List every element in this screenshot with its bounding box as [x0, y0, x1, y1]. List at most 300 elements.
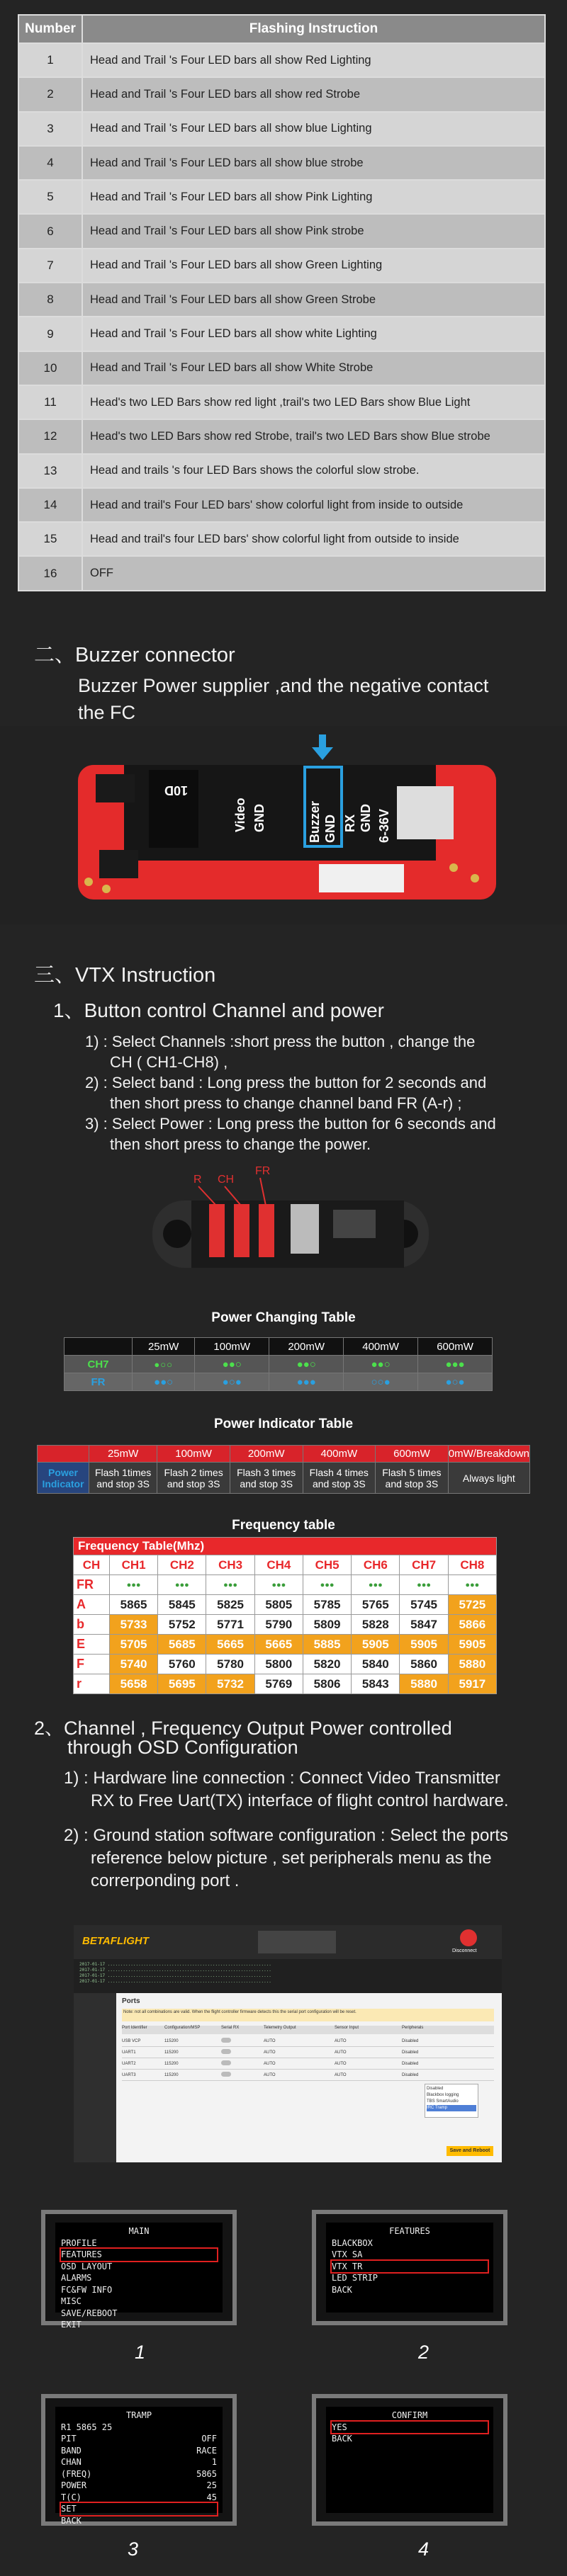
freq-row	[74, 1635, 497, 1655]
flash-row-instruction: Head and Trail 's Four LED bars all show red Strobe	[82, 77, 545, 111]
osd-menu-title: TRAMP	[125, 2410, 152, 2420]
bf-serialrx-toggle[interactable]	[221, 2060, 264, 2067]
flash-row-number: 12	[18, 419, 82, 453]
freq-value: 5843	[352, 1674, 400, 1694]
freq-row	[74, 1655, 497, 1674]
osd-menu-title: MAIN	[128, 2226, 150, 2236]
bf-peripheral-select[interactable]: Disabled	[402, 2072, 419, 2077]
flash-row-instruction: Head and Trail 's Four LED bars all show blue Lighting	[82, 112, 545, 146]
freq-row	[74, 1615, 497, 1635]
vtx-board-image	[138, 1162, 443, 1289]
freq-value: 5885	[303, 1635, 351, 1655]
bf-msp-speed[interactable]: 115200	[164, 2072, 179, 2077]
flash-row-number: 5	[18, 180, 82, 214]
flash-row	[18, 556, 545, 590]
buzzer-board-image	[0, 726, 567, 924]
buzzer-line1: Buzzer Power supplier ,and the negative contact	[78, 675, 489, 696]
power-indicator-table	[37, 1445, 530, 1494]
bf-telemetry-select[interactable]: AUTO	[264, 2050, 276, 2055]
pi-col-400: 400mW	[303, 1446, 376, 1463]
freq-value: 5769	[254, 1674, 303, 1694]
freq-value: 5685	[158, 1635, 206, 1655]
osd-step2c: correrponding port .	[91, 1871, 240, 1890]
osd-screen-tramp	[41, 2394, 237, 2526]
flash-row-number: 6	[18, 214, 82, 248]
power-changing-title: Power Changing Table	[211, 1310, 356, 1325]
bf-port-row	[122, 2047, 494, 2058]
vtx-step1b: CH ( CH1-CH8) ,	[110, 1053, 228, 1071]
pc-ch7-200: ●●○	[269, 1356, 344, 1373]
freq-value: 5765	[352, 1595, 400, 1615]
flash-row-instruction: Head and Trail 's Four LED bars all show Pink Lighting	[82, 180, 545, 214]
board-label-video: Video	[233, 798, 247, 832]
freq-value: 5905	[352, 1635, 400, 1655]
osd-menu-item-label: (FREQ)	[61, 2468, 92, 2479]
pi-cell-400: Flash 4 times and stop 3S	[303, 1463, 376, 1494]
vtx-sub1: 1、Button control Channel and power	[53, 999, 384, 1021]
freq-channel-header: CH	[74, 1555, 110, 1575]
flash-row-instruction: Head and Trail 's Four LED bars all show Green Lighting	[82, 249, 545, 283]
buzzer-line2: the FC	[78, 702, 136, 723]
freq-band-label: A	[74, 1595, 110, 1615]
betaflight-screenshot: BETAFLIGHT Disconnect 2017-01-17 ................................................................ 2017-01-17 ................................................................ 2017-01-17 ................................................................ 2017-01-17 ................................................................ Ports Note: not all combinations are valid. When the flight controller firmware detects this the serial port configuration will be reset. Port Identifier Configuration/MSP Serial RX Telemetry Output Sensor Input Peripherals USB VCP 115200 AUTO AUTO Disabled UART1 115200 AUTO AUTO Disabled UART2 115200 AUTO AUTO Disabled UART3 115200 AUTO AUTO Disabled Disabled Blackbox logging TBS SmartAudio IRC Tramp Save and Reboot	[74, 1925, 502, 2162]
bf-peripheral-select[interactable]: Disabled	[402, 2050, 419, 2055]
bf-col-telemetry: Telemetry Output	[264, 2026, 296, 2030]
flash-row-number: 1	[18, 43, 82, 77]
osd-menu-item-label: SAVE/REBOOT	[61, 2308, 118, 2318]
flash-row	[18, 180, 545, 214]
osd-menu-item-label: MISC	[61, 2296, 82, 2306]
bf-note: Note: not all combinations are valid. When the flight controller firmware detects this the serial port configuration will be reset.	[122, 2009, 494, 2021]
freq-band-label: b	[74, 1615, 110, 1635]
frequency-title: Frequency table	[232, 1518, 335, 1533]
photo-label-fr: FR	[255, 1165, 271, 1177]
osd-menu-item[interactable]	[61, 2433, 217, 2445]
osd-menu-item-value: 45	[206, 2492, 217, 2502]
flash-row-instruction: Head and Trail 's Four LED bars all show white Lighting	[82, 317, 545, 351]
photo-label-r: R	[193, 1174, 202, 1186]
osd-step2: 2) : Ground station software configuration : Select the ports	[64, 1826, 508, 1845]
freq-value: 5740	[109, 1655, 157, 1674]
flash-row	[18, 317, 545, 351]
disconnect-icon[interactable]	[460, 1929, 477, 1946]
freq-value: 5780	[206, 1655, 254, 1674]
freq-value: 5917	[448, 1674, 496, 1694]
osd-menu-item-label: LED STRIP	[332, 2273, 378, 2283]
flash-row	[18, 385, 545, 419]
freq-value: 5865	[109, 1595, 157, 1615]
freq-value: 5805	[254, 1595, 303, 1615]
osd-menu-title: FEATURES	[389, 2226, 430, 2236]
flash-row-instruction: Head and trails 's four LED Bars shows the colorful slow strobe.	[82, 454, 545, 488]
osd-menu-item[interactable]	[61, 2492, 217, 2504]
bf-port-row	[122, 2070, 494, 2081]
freq-value: 5665	[206, 1635, 254, 1655]
flashing-table	[18, 14, 546, 591]
flash-row-instruction: Head and trail's Four LED bars' show colorful light from inside to outside	[82, 488, 545, 522]
bf-dd-blackbox[interactable]: Blackbox logging	[427, 2093, 459, 2097]
osd-menu-item[interactable]	[61, 2480, 217, 2492]
osd-screen-main	[41, 2210, 237, 2330]
osd-screen-confirm	[312, 2394, 507, 2526]
bf-telemetry-select[interactable]: AUTO	[264, 2061, 276, 2066]
freq-row	[74, 1674, 497, 1694]
freq-channel-header: CH2	[158, 1555, 206, 1575]
flash-row-instruction: Head and Trail 's Four LED bars all show White Strobe	[82, 351, 545, 385]
freq-value: 5745	[400, 1595, 448, 1615]
pc-ch7-400: ●●○	[344, 1356, 418, 1373]
osd-sub-line2: through OSD Configuration	[67, 1737, 298, 1758]
osd-menu-item-label: CHAN	[61, 2457, 82, 2467]
osd-menu-item[interactable]	[61, 2445, 217, 2457]
osd-menu-item-label: BACK	[61, 2515, 82, 2526]
osd-menu-item-label: POWER	[61, 2480, 87, 2490]
vtx-step1: 1) : Select Channels :short press the button , change the	[85, 1033, 476, 1050]
freq-band-label: E	[74, 1635, 110, 1655]
osd-menu-item[interactable]	[61, 2296, 217, 2308]
freq-value: 5800	[254, 1655, 303, 1674]
osd-menu-item[interactable]	[61, 2468, 217, 2480]
osd-menu-item-label: BACK	[332, 2284, 352, 2295]
bf-disconnect[interactable]: Disconnect	[452, 1948, 477, 1953]
flash-row-instruction: Head's two LED Bars show red light ,trail's two LED Bars show Blue Light	[82, 385, 545, 419]
pi-col-600: 600mW	[376, 1446, 449, 1463]
board-label-buzzer: Buzzer	[308, 800, 322, 843]
osd-menu-item[interactable]	[61, 2515, 217, 2527]
freq-channel-header: CH6	[352, 1555, 400, 1575]
freq-value: 5705	[109, 1635, 157, 1655]
flash-row-instruction: Head and Trail 's Four LED bars all show Pink strobe	[82, 214, 545, 248]
board-label-volt: 6-36V	[377, 808, 391, 843]
bf-sidebar	[74, 1993, 116, 2162]
flash-row	[18, 454, 545, 488]
bf-sensor-select[interactable]: AUTO	[335, 2061, 347, 2066]
pi-col-100: 100mW	[157, 1446, 230, 1463]
osd-tramp-status: R1 5865 25	[61, 2422, 113, 2432]
flash-row-number: 8	[18, 283, 82, 317]
vtx-heading: 三、VTX Instruction	[34, 964, 216, 987]
flash-row	[18, 522, 545, 556]
freq-value: 5905	[400, 1635, 448, 1655]
osd-sub-line1: 2、Channel , Frequency Output Power controlled	[34, 1718, 452, 1739]
power-indicator-title: Power Indicator Table	[213, 1417, 354, 1431]
osd-menu-item-label: OSD LAYOUT	[61, 2261, 113, 2271]
osd-menu-item[interactable]	[61, 2503, 217, 2515]
freq-value: 5880	[400, 1674, 448, 1694]
osd-menu-item-label: FEATURES	[61, 2249, 102, 2259]
bf-dd-smartaudio[interactable]: TBS SmartAudio	[427, 2099, 459, 2104]
osd-step2b: reference below picture , set peripherals menu as the	[91, 1849, 492, 1868]
freq-band-label: r	[74, 1674, 110, 1694]
freq-channel-header: CH5	[303, 1555, 351, 1575]
flash-row-instruction: Head and trail's four LED bars' show colorful light from outside to inside	[82, 522, 545, 556]
osd-menu-item-label: VTX SA	[332, 2249, 363, 2259]
flash-row	[18, 77, 545, 111]
freq-value: 5809	[303, 1615, 351, 1635]
photo-label-ch: CH	[218, 1174, 235, 1186]
vtx-step2b: then short press to change channel band FR (A-r) ;	[110, 1094, 462, 1112]
osd-menu-item-label: YES	[332, 2422, 347, 2432]
osd-menu-item[interactable]	[332, 2422, 488, 2434]
bf-telemetry-select[interactable]: AUTO	[264, 2072, 276, 2077]
osd-menu-item[interactable]	[61, 2261, 217, 2273]
flash-row	[18, 351, 545, 385]
freq-value: 5695	[158, 1674, 206, 1694]
freq-band-label: F	[74, 1655, 110, 1674]
flash-row-instruction: Head and Trail 's Four LED bars all show Red Lighting	[82, 43, 545, 77]
bf-port-row	[122, 2058, 494, 2070]
freq-channel-header: CH3	[206, 1555, 254, 1575]
freq-value: 5658	[109, 1674, 157, 1694]
bf-logo: BETAFLIGHT	[82, 1935, 149, 1947]
board-label-rx: RX	[343, 814, 357, 832]
freq-channel-header: CH7	[400, 1555, 448, 1575]
osd-menu-item-value: RACE	[196, 2445, 217, 2456]
pc-fr-200: ●●●	[269, 1373, 344, 1391]
frequency-table	[73, 1537, 497, 1694]
freq-led-dots: ●●●	[109, 1575, 157, 1595]
bf-dd-disabled[interactable]: Disabled	[427, 2087, 444, 2091]
osd-menu-item-value: 1	[211, 2457, 217, 2467]
pc-col-100: 100mW	[195, 1338, 269, 1356]
pi-cell-0: Always light	[448, 1463, 529, 1494]
pi-cell-100: Flash 2 times and stop 3S	[157, 1463, 230, 1494]
freq-value: 5806	[303, 1674, 351, 1694]
freq-value: 5725	[448, 1595, 496, 1615]
bf-tab-title: Ports	[122, 1997, 140, 2005]
osd-menu-item[interactable]	[61, 2237, 217, 2249]
bf-port-id: UART3	[122, 2072, 136, 2077]
power-changing-table	[64, 1337, 493, 1391]
osd-screen-2-number: 2	[418, 2342, 430, 2363]
bf-col-port: Port Identifier	[122, 2026, 147, 2030]
bf-sensor-select[interactable]: AUTO	[335, 2038, 347, 2043]
flash-row	[18, 283, 545, 317]
pc-ch7-25: ●○○	[133, 1356, 195, 1373]
flash-row	[18, 146, 545, 180]
pc-row-fr: FR	[64, 1373, 133, 1391]
freq-value: 5733	[109, 1615, 157, 1635]
flash-row	[18, 112, 545, 146]
osd-menu-item-label: PROFILE	[61, 2237, 97, 2248]
vtx-step3b: then short press to change the power.	[110, 1135, 371, 1153]
osd-menu-item-label: BAND	[61, 2445, 82, 2456]
osd-screen-4-number: 4	[418, 2538, 430, 2560]
freq-led-dots: ●●●	[352, 1575, 400, 1595]
pc-fr-400: ○○●	[344, 1373, 418, 1391]
bf-port-row	[122, 2036, 494, 2047]
bf-telemetry-select[interactable]: AUTO	[264, 2038, 276, 2043]
flash-row-number: 13	[18, 454, 82, 488]
bf-save-reboot-button[interactable]: Save and Reboot	[447, 2146, 493, 2156]
freq-channel-header: CH4	[254, 1555, 303, 1575]
freq-fr-label: FR	[74, 1575, 110, 1595]
pc-ch7-600: ●●●	[418, 1356, 493, 1373]
osd-menu-item-label: SET	[61, 2504, 77, 2514]
osd-menu-item[interactable]	[61, 2308, 217, 2320]
flash-row	[18, 488, 545, 522]
pi-col-0: 0mW/Breakdown	[448, 1446, 529, 1463]
freq-led-dots: ●●●	[158, 1575, 206, 1595]
freq-value: 5825	[206, 1595, 254, 1615]
freq-value: 5840	[352, 1655, 400, 1674]
bf-col-serialrx: Serial RX	[221, 2026, 240, 2030]
pi-row-label: Power Indicator	[38, 1463, 89, 1494]
flash-row-number: 9	[18, 317, 82, 351]
bf-col-peripherals: Peripherals	[402, 2026, 424, 2030]
pc-ch7-100: ●●○	[195, 1356, 269, 1373]
freq-value: 5785	[303, 1595, 351, 1615]
board-label-gnd2: GND	[323, 815, 337, 843]
osd-menu-item-label: T(C)	[61, 2492, 82, 2502]
flash-row-number: 14	[18, 488, 82, 522]
osd-menu-item-value: 25	[206, 2480, 217, 2490]
freq-row	[74, 1595, 497, 1615]
osd-menu-item-label: BACK	[332, 2434, 352, 2444]
flash-row-number: 15	[18, 522, 82, 556]
osd-menu-item[interactable]	[332, 2261, 488, 2273]
buzzer-heading: 二、Buzzer connector	[34, 644, 235, 666]
freq-value: 5732	[206, 1674, 254, 1694]
flash-row-instruction: Head's two LED Bars show red Strobe, trail's two LED Bars show Blue strobe	[82, 419, 545, 453]
freq-led-dots: ●●●	[254, 1575, 303, 1595]
board-label-gnd: GND	[252, 804, 266, 832]
osd-menu-item[interactable]	[332, 2249, 488, 2261]
osd-menu-item-label: FC&FW INFO	[61, 2284, 113, 2295]
osd-menu-item-value: 5865	[196, 2468, 217, 2479]
freq-led-dots: ●●●	[303, 1575, 351, 1595]
osd-menu-item[interactable]	[61, 2249, 217, 2261]
freq-led-dots: ●●●	[448, 1575, 496, 1595]
osd-menu-item[interactable]	[61, 2319, 217, 2331]
vtx-step3: 3) : Select Power : Long press the button for 6 seconds and	[85, 1115, 496, 1133]
freq-header: Frequency Table(Mhz)	[74, 1538, 497, 1555]
bf-msp-speed[interactable]: 115200	[164, 2038, 179, 2043]
freq-value: 5752	[158, 1615, 206, 1635]
flash-row-number: 11	[18, 385, 82, 419]
header-instruction: Flashing Instruction	[82, 15, 545, 43]
board-label-mark: 10D	[164, 783, 188, 798]
osd-screen-3-number: 3	[128, 2538, 139, 2560]
osd-menu-item[interactable]	[332, 2433, 488, 2445]
bf-header	[74, 1925, 502, 1959]
bf-port-id: UART2	[122, 2061, 136, 2066]
flash-row	[18, 43, 545, 77]
bf-peripheral-dropdown[interactable]	[425, 2084, 478, 2118]
osd-step1: 1) : Hardware line connection : Connect Video Transmitter	[64, 1769, 500, 1788]
pc-col-600: 600mW	[418, 1338, 493, 1356]
freq-value: 5860	[400, 1655, 448, 1674]
bf-serialrx-toggle[interactable]	[221, 2072, 264, 2078]
osd-menu-item-label: VTX TR	[332, 2261, 363, 2271]
flash-row-number: 16	[18, 556, 82, 590]
board-label-gnd3: GND	[359, 804, 373, 832]
pc-fr-100: ●○●	[195, 1373, 269, 1391]
pi-cell-25: Flash 1times and stop 3S	[89, 1463, 157, 1494]
freq-value: 5820	[303, 1655, 351, 1674]
osd-menu-item-label: ALARMS	[61, 2273, 92, 2283]
pi-col-200: 200mW	[230, 1446, 303, 1463]
bf-sensor-select[interactable]: AUTO	[335, 2050, 347, 2055]
freq-value: 5828	[352, 1615, 400, 1635]
freq-value: 5905	[448, 1635, 496, 1655]
osd-menu-item[interactable]	[332, 2272, 488, 2284]
osd-menu-item[interactable]	[332, 2237, 488, 2249]
freq-value: 5665	[254, 1635, 303, 1655]
bf-sensor-select[interactable]: AUTO	[335, 2072, 347, 2077]
flash-row-number: 2	[18, 77, 82, 111]
osd-menu-item[interactable]	[332, 2284, 488, 2296]
pc-col-200: 200mW	[269, 1338, 344, 1356]
flash-row-instruction: OFF	[82, 556, 545, 590]
osd-menu-item-label: EXIT	[61, 2320, 82, 2330]
vtx-step2: 2) : Select band : Long press the button for 2 seconds and	[85, 1074, 487, 1091]
freq-value: 5847	[400, 1615, 448, 1635]
freq-channel-header: CH8	[448, 1555, 496, 1575]
osd-menu-item[interactable]	[61, 2272, 217, 2284]
freq-channel-header: CH1	[109, 1555, 157, 1575]
freq-value: 5790	[254, 1615, 303, 1635]
osd-menu-item[interactable]	[61, 2456, 217, 2468]
flash-row-number: 7	[18, 249, 82, 283]
bf-msp-speed[interactable]: 115200	[164, 2061, 179, 2066]
flash-row-instruction: Head and Trail 's Four LED bars all show Green Strobe	[82, 283, 545, 317]
freq-led-dots: ●●●	[206, 1575, 254, 1595]
flash-row	[18, 214, 545, 248]
header-number: Number	[18, 15, 82, 43]
pi-cell-200: Flash 3 times and stop 3S	[230, 1463, 303, 1494]
osd-screen-1-number: 1	[135, 2342, 146, 2363]
pc-fr-25: ●●○	[133, 1373, 195, 1391]
freq-value: 5845	[158, 1595, 206, 1615]
freq-value: 5760	[158, 1655, 206, 1674]
bf-dd-tramp[interactable]: IRC Tramp	[427, 2105, 476, 2111]
pc-col-25: 25mW	[133, 1338, 195, 1356]
flash-row-number: 3	[18, 112, 82, 146]
bf-col-config: Configuration/MSP	[164, 2026, 201, 2030]
osd-step1b: RX to Free Uart(TX) interface of flight control hardware.	[91, 1791, 509, 1810]
bf-peripheral-select[interactable]: Disabled	[402, 2061, 419, 2066]
pc-fr-600: ●○●	[418, 1373, 493, 1391]
bf-serialrx-toggle[interactable]	[221, 2049, 264, 2055]
osd-menu-item-label: BLACKBOX	[332, 2237, 373, 2248]
freq-value: 5866	[448, 1615, 496, 1635]
osd-menu-item-label: PIT	[61, 2434, 77, 2444]
osd-menu-item-value: OFF	[201, 2434, 217, 2444]
pi-cell-600: Flash 5 times and stop 3S	[376, 1463, 449, 1494]
freq-value: 5880	[448, 1655, 496, 1674]
osd-menu-title: CONFIRM	[391, 2410, 428, 2420]
flash-row-number: 10	[18, 351, 82, 385]
bf-peripheral-select[interactable]: Disabled	[402, 2038, 419, 2043]
osd-menu-item[interactable]	[61, 2284, 217, 2296]
osd-screen-features	[312, 2210, 507, 2325]
bf-col-sensor: Sensor Input	[335, 2026, 359, 2030]
pi-col-25: 25mW	[89, 1446, 157, 1463]
flash-row	[18, 249, 545, 283]
pc-row-ch7: CH7	[64, 1356, 133, 1373]
bf-serialrx-toggle[interactable]	[221, 2038, 264, 2044]
bf-port-id: USB VCP	[122, 2038, 141, 2043]
flash-row-number: 4	[18, 146, 82, 180]
pc-col-400: 400mW	[344, 1338, 418, 1356]
freq-led-dots: ●●●	[400, 1575, 448, 1595]
flash-row-instruction: Head and Trail 's Four LED bars all show blue strobe	[82, 146, 545, 180]
flash-row	[18, 419, 545, 453]
freq-value: 5771	[206, 1615, 254, 1635]
bf-port-id: UART1	[122, 2050, 136, 2055]
bf-msp-speed[interactable]: 115200	[164, 2050, 179, 2055]
